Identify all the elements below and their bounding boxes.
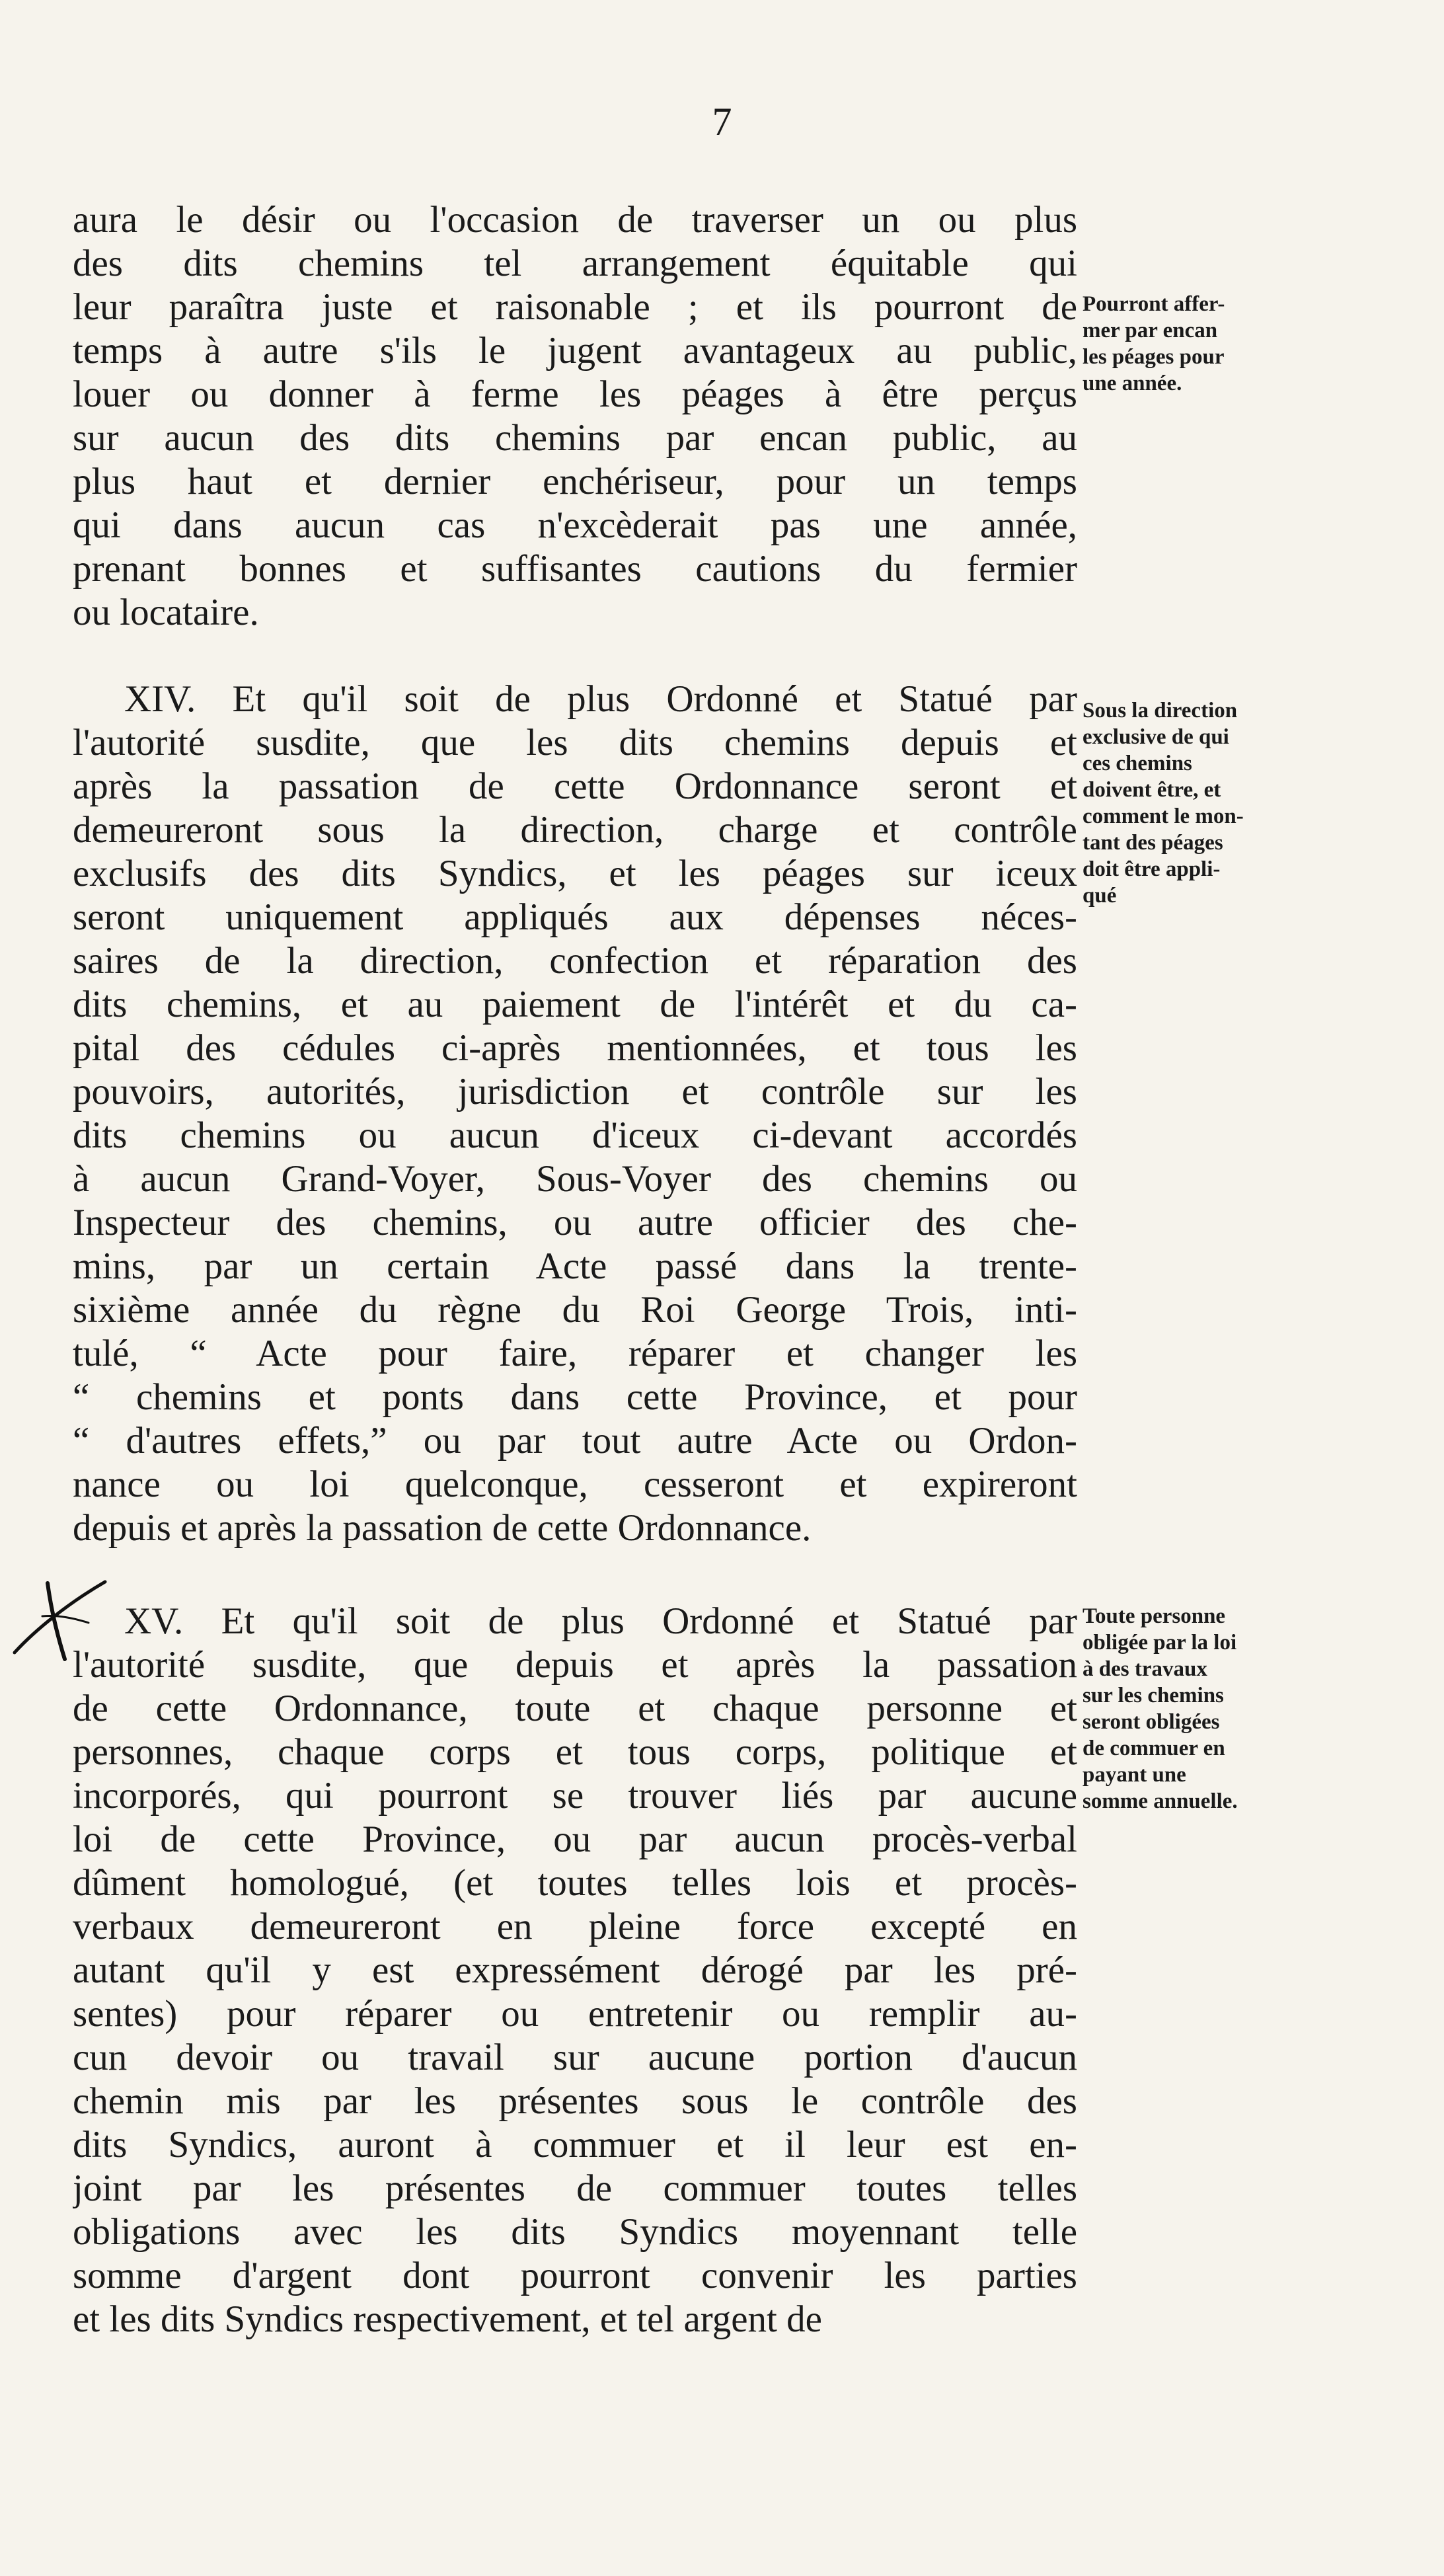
text-line: aura le désir ou l'occasion de traverser un ou plus (73, 199, 1077, 241)
text-line: “ chemins et ponts dans cette Province, et pour (73, 1376, 1077, 1418)
margin-note-toll-lease (1083, 291, 1373, 397)
margin-note-line: à des travaux (1083, 1657, 1207, 1681)
text-line: leur paraîtra juste et raisonable ; et ils pourront de (73, 286, 1077, 328)
text-line: prenant bonnes et suffisantes cautions du fermier (73, 548, 1077, 590)
text-line: mins, par un certain Acte passé dans la trente- (73, 1245, 1077, 1287)
text-line: somme d'argent dont pourront convenir les parties (73, 2255, 1077, 2296)
text-line: XIV. Et qu'il soit de plus Ordonné et Statué par (124, 678, 1077, 720)
margin-note-line: mer par encan (1083, 319, 1218, 342)
text-line: pital des cédules ci-après mentionnées, et tous les (73, 1027, 1077, 1069)
text-line: dits chemins, et au paiement de l'intérêt et du ca- (73, 984, 1077, 1025)
margin-note-line: doivent être, et (1083, 778, 1221, 802)
text-line: joint par les présentes de commuer toutes telles (73, 2167, 1077, 2209)
text-line: cun devoir ou travail sur aucune portion d'aucun (73, 2037, 1077, 2078)
margin-note-line: comment le mon- (1083, 804, 1244, 828)
text-line: Inspecteur des chemins, ou autre officier des che- (73, 1202, 1077, 1243)
text-line: dits chemins ou aucun d'iceux ci-devant accordés (73, 1114, 1077, 1156)
text-line: tulé, “ Acte pour faire, réparer et changer les (73, 1333, 1077, 1374)
text-line: pouvoirs, autorités, jurisdiction et contrôle sur les (73, 1071, 1077, 1112)
margin-note-line: Toute personne (1083, 1604, 1226, 1628)
text-line: depuis et après la passation de cette Ordonnance. (73, 1507, 812, 1549)
margin-note-line: sur les chemins (1083, 1684, 1224, 1707)
margin-note-line: somme annuelle. (1083, 1789, 1238, 1813)
text-line: après la passation de cette Ordonnance seront et (73, 765, 1077, 807)
text-line: exclusifs des dits Syndics, et les péages sur iceux (73, 853, 1077, 894)
page-number: 7 (712, 100, 732, 143)
margin-note-line: seront obligées (1083, 1710, 1220, 1734)
text-line: saires de la direction, confection et réparation des (73, 940, 1077, 982)
margin-note-commutation (1083, 1603, 1373, 1815)
text-line: obligations avec les dits Syndics moyennant telle (73, 2211, 1077, 2253)
margin-note-line: payant une (1083, 1763, 1186, 1787)
margin-note-line: de commuer en (1083, 1737, 1225, 1760)
text-line: seront uniquement appliqués aux dépenses néces- (73, 896, 1077, 938)
handwritten-x-mark (9, 1577, 108, 1662)
margin-note-line: une année. (1083, 371, 1182, 395)
text-line: incorporés, qui pourront se trouver liés par aucune (73, 1775, 1077, 1816)
margin-note-line: qué (1083, 884, 1117, 908)
text-line: personnes, chaque corps et tous corps, politique et (73, 1731, 1077, 1773)
text-line: ou locataire. (73, 592, 259, 633)
text-line: de cette Ordonnance, toute et chaque personne et (73, 1688, 1077, 1729)
text-line: loi de cette Province, ou par aucun procès-verbal (73, 1818, 1077, 1860)
margin-note-line: obligée par la loi (1083, 1631, 1237, 1655)
text-line: verbaux demeureront en pleine force excepté en (73, 1906, 1077, 1947)
margin-note-line: Pourront affer- (1083, 292, 1225, 316)
text-line: des dits chemins tel arrangement équitable qui (73, 243, 1077, 284)
text-line: autant qu'il y est expressément dérogé par les pré- (73, 1949, 1077, 1991)
paragraph-section-xiv (73, 678, 1077, 1550)
text-line: nance ou loi quelconque, cesseront et expireront (73, 1464, 1077, 1505)
text-line: plus haut et dernier enchériseur, pour un temps (73, 461, 1077, 502)
paragraph-continuation (73, 198, 1077, 635)
text-line: à aucun Grand-Voyer, Sous-Voyer des chemins ou (73, 1158, 1077, 1200)
text-line: sentes) pour réparer ou entretenir ou remplir au- (73, 1993, 1077, 2035)
margin-note-line: ces chemins (1083, 752, 1192, 775)
text-line: demeureront sous la direction, charge et contrôle (73, 809, 1077, 851)
margin-note-line: doit être appli- (1083, 857, 1221, 881)
text-line: “ d'autres effets,” ou par tout autre Acte ou Ordon- (73, 1420, 1077, 1462)
paragraph-section-xv (73, 1600, 1077, 2341)
margin-note-line: les péages pour (1083, 345, 1225, 369)
text-line: sixième année du règne du Roi George Trois, inti- (73, 1289, 1077, 1331)
text-line: chemin mis par les présentes sous le contrôle des (73, 2080, 1077, 2122)
text-line: XV. Et qu'il soit de plus Ordonné et Statué par (124, 1600, 1077, 1642)
margin-note-line: exclusive de qui (1083, 725, 1229, 749)
margin-note-line: tant des péages (1083, 831, 1223, 855)
text-line: sur aucun des dits chemins par encan public, au (73, 417, 1077, 459)
text-line: louer ou donner à ferme les péages à être perçus (73, 373, 1077, 415)
margin-note-direction (1083, 697, 1373, 909)
text-line: temps à autre s'ils le jugent avantageux au public, (73, 330, 1077, 371)
margin-note-line: Sous la direction (1083, 699, 1238, 722)
text-line: dûment homologué, (et toutes telles lois et procès- (73, 1862, 1077, 1904)
text-line: qui dans aucun cas n'excèderait pas une année, (73, 504, 1077, 546)
text-line: l'autorité susdite, que depuis et après la passation (73, 1644, 1077, 1686)
text-line: et les dits Syndics respectivement, et tel argent de (73, 2298, 822, 2340)
text-line: l'autorité susdite, que les dits chemins depuis et (73, 722, 1077, 763)
text-line: dits Syndics, auront à commuer et il leur est en- (73, 2124, 1077, 2166)
